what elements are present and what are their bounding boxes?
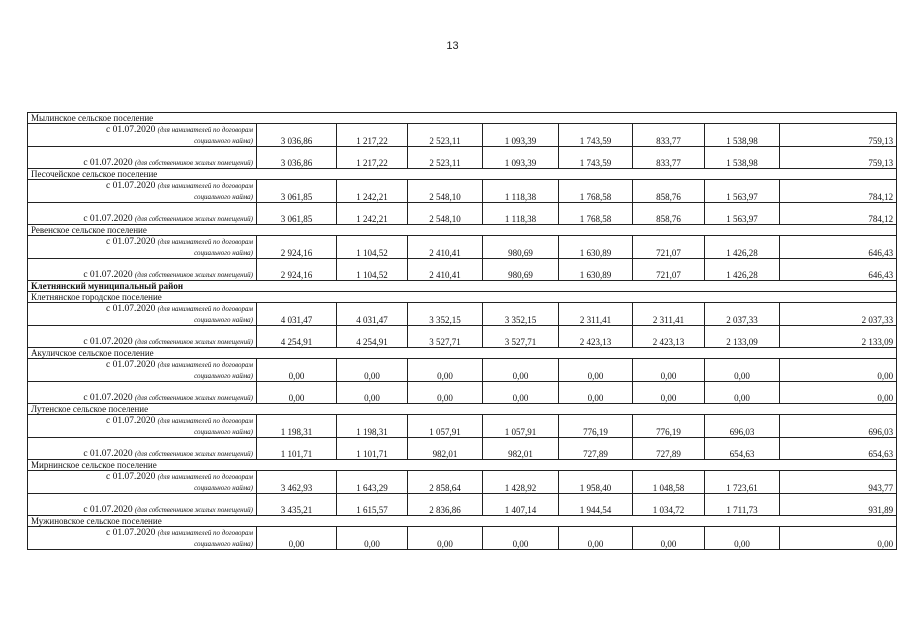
tariff-value: 2 311,41 (633, 303, 705, 326)
tenant-description-cont: социального найма) (194, 484, 253, 492)
tenant-tariff-row (28, 236, 897, 259)
row-label (28, 527, 257, 550)
owner-description: (для собственников жилых помещений) (134, 394, 253, 402)
tariff-value: 858,76 (633, 180, 705, 203)
effective-date: с 01.07.2020 (106, 416, 156, 426)
tariff-value: 2 311,41 (559, 303, 633, 326)
effective-date: с 01.07.2020 (106, 472, 156, 482)
tenant-description: (для нанимателей по договорам (157, 182, 253, 190)
settlement-header-row (28, 113, 897, 124)
tariff-value: 0,00 (633, 359, 705, 382)
tariff-value: 1 198,31 (337, 415, 408, 438)
tariff-value: 1 217,22 (337, 124, 408, 147)
tariff-value: 833,77 (633, 147, 705, 169)
owner-description: (для собственников жилых помещений) (134, 271, 253, 279)
tenant-description-cont: социального найма) (194, 540, 253, 548)
tariff-value: 1 768,58 (559, 180, 633, 203)
tariff-value: 943,77 (780, 471, 897, 494)
tariff-value: 721,07 (633, 259, 705, 281)
settlement-header-row (28, 225, 897, 236)
tariff-value: 982,01 (408, 438, 483, 460)
tariff-value: 0,00 (408, 527, 483, 550)
settlement-name: Лутенское сельское поселение (28, 404, 897, 415)
settlement-name: Мылинское сельское поселение (28, 113, 897, 124)
tariff-value: 0,00 (408, 382, 483, 404)
settlement-header-row (28, 169, 897, 180)
tariff-value: 1 034,72 (633, 494, 705, 516)
tariff-value: 2 133,09 (705, 326, 780, 348)
tenant-description: (для нанимателей по договорам (157, 238, 253, 246)
owner-description: (для собственников жилых помещений) (134, 159, 253, 167)
tariff-table (27, 112, 897, 550)
tariff-value: 4 031,47 (337, 303, 408, 326)
tariff-value: 0,00 (337, 382, 408, 404)
tenant-tariff-row (28, 303, 897, 326)
tariff-value: 646,43 (780, 259, 897, 281)
tariff-value: 4 254,91 (337, 326, 408, 348)
row-label (28, 438, 257, 460)
tariff-value: 1 743,59 (559, 147, 633, 169)
effective-date: с 01.07.2020 (83, 214, 133, 224)
tariff-value: 0,00 (705, 527, 780, 550)
tariff-value: 1 428,92 (483, 471, 559, 494)
tenant-tariff-row (28, 415, 897, 438)
tariff-value: 0,00 (337, 527, 408, 550)
owner-tariff-row (28, 259, 897, 281)
row-label (28, 180, 257, 203)
tariff-value: 0,00 (559, 382, 633, 404)
tariff-value: 721,07 (633, 236, 705, 259)
tariff-value: 0,00 (483, 382, 559, 404)
tenant-description: (для нанимателей по договорам (157, 529, 253, 537)
tariff-value: 1 538,98 (705, 124, 780, 147)
row-label (28, 236, 257, 259)
tariff-value: 0,00 (408, 359, 483, 382)
owner-tariff-row (28, 438, 897, 460)
tariff-value: 0,00 (780, 359, 897, 382)
tariff-value: 0,00 (780, 527, 897, 550)
tariff-value: 2 924,16 (257, 259, 337, 281)
tenant-tariff-row (28, 471, 897, 494)
tariff-value: 2 423,13 (559, 326, 633, 348)
tariff-value: 1 048,58 (633, 471, 705, 494)
tariff-value: 1 057,91 (483, 415, 559, 438)
tariff-value: 1 104,52 (337, 259, 408, 281)
tenant-description: (для нанимателей по договорам (157, 305, 253, 313)
tariff-value: 1 057,91 (408, 415, 483, 438)
tariff-value: 776,19 (559, 415, 633, 438)
row-label (28, 382, 257, 404)
tariff-value: 2 423,13 (633, 326, 705, 348)
effective-date: с 01.07.2020 (83, 393, 133, 403)
tariff-value: 1 242,21 (337, 180, 408, 203)
effective-date: с 01.07.2020 (106, 360, 156, 370)
tariff-value: 784,12 (780, 180, 897, 203)
effective-date: с 01.07.2020 (83, 449, 133, 459)
tariff-value: 1 643,29 (337, 471, 408, 494)
settlement-header-row (28, 281, 897, 292)
tariff-value: 3 061,85 (257, 180, 337, 203)
tariff-value: 0,00 (705, 382, 780, 404)
tariff-value: 982,01 (483, 438, 559, 460)
settlement-header-row (28, 348, 897, 359)
tenant-description: (для нанимателей по договорам (157, 417, 253, 425)
tariff-value: 2 133,09 (780, 326, 897, 348)
row-label (28, 147, 257, 169)
tariff-value: 4 254,91 (257, 326, 337, 348)
tariff-value: 1 944,54 (559, 494, 633, 516)
tariff-value: 1 538,98 (705, 147, 780, 169)
tenant-description-cont: социального найма) (194, 316, 253, 324)
tariff-value: 2 410,41 (408, 236, 483, 259)
tariff-value: 759,13 (780, 124, 897, 147)
tariff-value: 696,03 (780, 415, 897, 438)
tariff-value: 1 118,38 (483, 180, 559, 203)
tariff-value: 0,00 (257, 382, 337, 404)
tenant-description-cont: социального найма) (194, 137, 253, 145)
tariff-value: 1 217,22 (337, 147, 408, 169)
tariff-value: 2 523,11 (408, 147, 483, 169)
settlement-name: Ревенское сельское поселение (28, 225, 897, 236)
row-label (28, 124, 257, 147)
effective-date: с 01.07.2020 (106, 181, 156, 191)
tariff-value: 0,00 (483, 527, 559, 550)
owner-description: (для собственников жилых помещений) (134, 338, 253, 346)
tenant-tariff-row (28, 124, 897, 147)
row-label (28, 359, 257, 382)
tariff-value: 776,19 (633, 415, 705, 438)
tariff-value: 2 924,16 (257, 236, 337, 259)
owner-tariff-row (28, 494, 897, 516)
effective-date: с 01.07.2020 (106, 304, 156, 314)
settlement-header-row (28, 460, 897, 471)
tariff-value: 2 037,33 (780, 303, 897, 326)
settlement-name: Акуличское сельское поселение (28, 348, 897, 359)
tariff-value: 654,63 (705, 438, 780, 460)
tariff-value: 1 101,71 (257, 438, 337, 460)
tenant-description-cont: социального найма) (194, 428, 253, 436)
effective-date: с 01.07.2020 (83, 270, 133, 280)
row-label (28, 326, 257, 348)
tariff-value: 1 723,61 (705, 471, 780, 494)
tariff-value: 784,12 (780, 203, 897, 225)
owner-tariff-row (28, 382, 897, 404)
tenant-description: (для нанимателей по договорам (157, 361, 253, 369)
tenant-description-cont: социального найма) (194, 372, 253, 380)
tariff-value: 2 410,41 (408, 259, 483, 281)
effective-date: с 01.07.2020 (83, 158, 133, 168)
tariff-value: 2 548,10 (408, 180, 483, 203)
district-name: Клетнянский муниципальный район (28, 281, 897, 292)
row-label (28, 471, 257, 494)
page-number: 13 (446, 40, 459, 52)
tariff-value: 727,89 (633, 438, 705, 460)
owner-description: (для собственников жилых помещений) (134, 215, 253, 223)
settlement-name: Мирнинское сельское поселение (28, 460, 897, 471)
effective-date: с 01.07.2020 (106, 125, 156, 135)
owner-description: (для собственников жилых помещений) (134, 450, 253, 458)
tenant-tariff-row (28, 180, 897, 203)
tenant-description-cont: социального найма) (194, 249, 253, 257)
tariff-value: 0,00 (483, 359, 559, 382)
tariff-value: 3 462,93 (257, 471, 337, 494)
tariff-value: 727,89 (559, 438, 633, 460)
tariff-value: 3 352,15 (483, 303, 559, 326)
tariff-value: 1 101,71 (337, 438, 408, 460)
tariff-value: 980,69 (483, 259, 559, 281)
tariff-value: 1 630,89 (559, 236, 633, 259)
tariff-value: 0,00 (633, 527, 705, 550)
settlement-header-row (28, 404, 897, 415)
owner-tariff-row (28, 203, 897, 225)
tariff-value: 1 711,73 (705, 494, 780, 516)
tariff-value: 1 426,28 (705, 236, 780, 259)
tariff-value: 1 743,59 (559, 124, 633, 147)
tariff-value: 1 615,57 (337, 494, 408, 516)
tariff-value: 3 435,21 (257, 494, 337, 516)
settlement-header-row (28, 292, 897, 303)
tariff-value: 0,00 (337, 359, 408, 382)
settlement-name: Клетнянское городское поселение (28, 292, 897, 303)
tariff-value: 0,00 (780, 382, 897, 404)
settlement-name: Мужиновское сельское поселение (28, 516, 897, 527)
row-label (28, 203, 257, 225)
effective-date: с 01.07.2020 (83, 505, 133, 515)
tariff-value: 759,13 (780, 147, 897, 169)
tariff-value: 1 426,28 (705, 259, 780, 281)
tariff-value: 3 527,71 (408, 326, 483, 348)
tariff-value: 646,43 (780, 236, 897, 259)
tariff-value: 980,69 (483, 236, 559, 259)
owner-tariff-row (28, 147, 897, 169)
tariff-value: 3 352,15 (408, 303, 483, 326)
tariff-value: 1 093,39 (483, 147, 559, 169)
tariff-value: 1 768,58 (559, 203, 633, 225)
tenant-description-cont: социального найма) (194, 193, 253, 201)
owner-tariff-row (28, 326, 897, 348)
tariff-value: 1 563,97 (705, 203, 780, 225)
tariff-value: 0,00 (257, 359, 337, 382)
tenant-description: (для нанимателей по договорам (157, 126, 253, 134)
tariff-value: 3 036,86 (257, 147, 337, 169)
effective-date: с 01.07.2020 (106, 528, 156, 538)
tariff-value: 1 630,89 (559, 259, 633, 281)
tariff-value: 1 118,38 (483, 203, 559, 225)
tariff-value: 3 036,86 (257, 124, 337, 147)
tariff-value: 2 037,33 (705, 303, 780, 326)
tariff-value: 1 198,31 (257, 415, 337, 438)
tariff-value: 654,63 (780, 438, 897, 460)
tariff-value: 1 104,52 (337, 236, 408, 259)
row-label (28, 494, 257, 516)
tariff-value: 833,77 (633, 124, 705, 147)
owner-description: (для собственников жилых помещений) (134, 506, 253, 514)
tenant-description: (для нанимателей по договорам (157, 473, 253, 481)
tariff-value: 3 061,85 (257, 203, 337, 225)
tariff-value: 0,00 (633, 382, 705, 404)
tariff-value: 696,03 (705, 415, 780, 438)
effective-date: с 01.07.2020 (106, 237, 156, 247)
row-label (28, 415, 257, 438)
settlement-header-row (28, 516, 897, 527)
tariff-value: 1 958,40 (559, 471, 633, 494)
tariff-value: 2 523,11 (408, 124, 483, 147)
tariff-value: 2 548,10 (408, 203, 483, 225)
tariff-value: 1 563,97 (705, 180, 780, 203)
row-label (28, 259, 257, 281)
tariff-value: 2 836,86 (408, 494, 483, 516)
tenant-tariff-row (28, 527, 897, 550)
tariff-value: 0,00 (257, 527, 337, 550)
tariff-value: 0,00 (559, 359, 633, 382)
effective-date: с 01.07.2020 (83, 337, 133, 347)
row-label (28, 303, 257, 326)
tariff-value: 3 527,71 (483, 326, 559, 348)
tariff-value: 931,89 (780, 494, 897, 516)
tariff-value: 4 031,47 (257, 303, 337, 326)
tariff-value: 0,00 (705, 359, 780, 382)
tariff-value: 1 093,39 (483, 124, 559, 147)
tariff-value: 1 407,14 (483, 494, 559, 516)
settlement-name: Песочейское сельское поселение (28, 169, 897, 180)
tariff-value: 1 242,21 (337, 203, 408, 225)
tenant-tariff-row (28, 359, 897, 382)
tariff-value: 0,00 (559, 527, 633, 550)
tariff-value: 2 858,64 (408, 471, 483, 494)
tariff-value: 858,76 (633, 203, 705, 225)
